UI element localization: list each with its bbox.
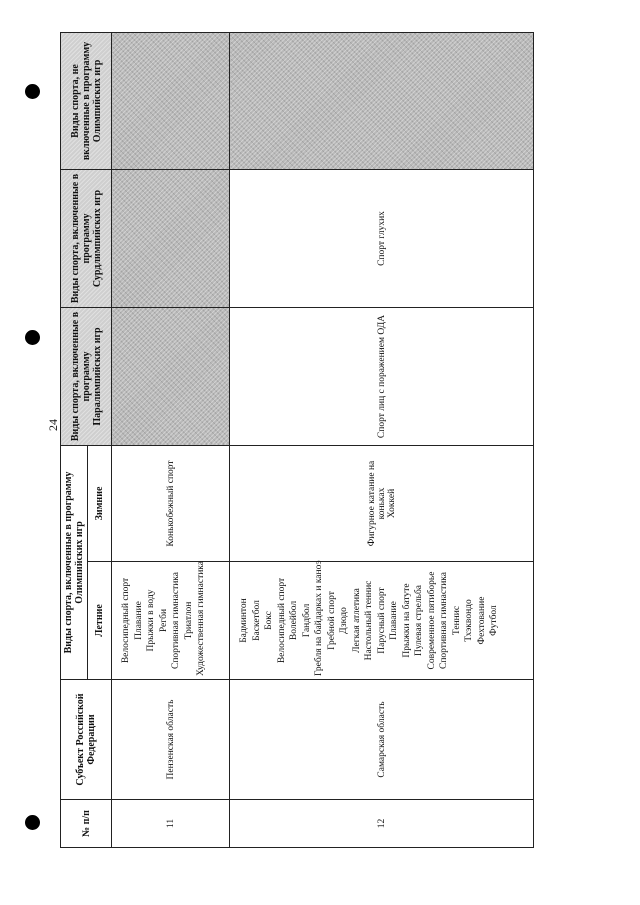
list-item: Фигурное катание на коньках xyxy=(366,460,387,547)
row-num: 11 xyxy=(112,800,230,848)
summer-sports-list xyxy=(230,562,534,680)
sports-table xyxy=(60,32,534,848)
header-summer: Летние xyxy=(88,562,112,680)
list-item: Пулевая стрельба xyxy=(414,584,424,657)
header-deaflympic: Виды спорта, включенные в программу Сурдлимпийских игр xyxy=(61,170,112,308)
row-subject: Самарская область xyxy=(230,680,534,800)
header-num: № п/п xyxy=(61,800,112,848)
list-item: Волейбол xyxy=(289,600,299,641)
list-item: Спорт лиц с поражением ОДА xyxy=(376,314,387,439)
list-item: Бокс xyxy=(264,611,274,630)
paralympic-cell xyxy=(112,308,230,446)
list-item: Спортивная гимнастика xyxy=(171,572,181,669)
list-item: Художественная гимнастика xyxy=(196,561,206,676)
row-num: 12 xyxy=(230,800,534,848)
winter-sports-list xyxy=(230,446,534,562)
header-olympic: Виды спорта, включенные в программу Олимпийских игр xyxy=(61,446,88,680)
list-item: Гребля на байдарках и каноэ xyxy=(314,560,324,676)
winter-sports-list xyxy=(112,446,230,562)
list-item: Хоккей xyxy=(386,488,397,519)
non-olympic-cell xyxy=(112,33,230,170)
list-item: Баскетбол xyxy=(251,600,262,641)
deaflympic-cell xyxy=(230,170,534,308)
list-item: Велосипедный спорт xyxy=(121,577,131,664)
sports-table-wrap xyxy=(60,33,532,848)
list-item: Дзюдо xyxy=(339,607,349,634)
non-olympic-cell xyxy=(230,33,534,170)
punch-hole xyxy=(25,815,40,830)
table-row xyxy=(230,33,534,848)
list-item: Фехтование xyxy=(476,596,487,645)
list-item: Спорт глухих xyxy=(376,211,387,266)
paralympic-cell xyxy=(230,308,534,446)
list-item: Велосипедный спорт xyxy=(276,577,287,664)
list-item: Спортивная гимнастика xyxy=(439,572,449,669)
list-item: Бадминтон xyxy=(239,598,249,643)
list-item: Регби xyxy=(158,608,169,633)
punch-hole xyxy=(25,84,40,99)
list-item: Триатлон xyxy=(183,601,194,640)
row-subject: Пензенская область xyxy=(112,680,230,800)
summer-sports-list xyxy=(112,562,230,680)
list-item: Настольный теннис xyxy=(364,580,374,661)
list-item: Тхэквондо xyxy=(464,599,474,642)
list-item: Футбол xyxy=(489,605,499,636)
list-item: Плавание xyxy=(133,601,144,640)
list-item: Теннис xyxy=(451,605,462,636)
header-non-olympic: Виды спорта, не включенные в программу Олимпийских игр xyxy=(61,33,112,170)
list-item: Прыжки в воду xyxy=(146,589,156,652)
list-item: Современное пятиборье xyxy=(426,571,437,670)
punch-hole xyxy=(25,330,40,345)
header-winter: Зимние xyxy=(88,446,112,562)
list-item: Конькобежный спорт xyxy=(165,460,176,547)
list-item: Гребной спорт xyxy=(326,591,337,650)
deaflympic-cell xyxy=(112,170,230,308)
list-item: Плавание xyxy=(389,601,399,640)
list-item: Прыжки на батуте xyxy=(401,583,412,658)
header-paralympic: Виды спорта, включенные в программу Паралимпийских игр xyxy=(61,308,112,446)
list-item: Легкая атлетика xyxy=(351,588,362,653)
list-item: Парусный спорт xyxy=(376,587,387,654)
page-number: 24 xyxy=(46,419,60,431)
header-subject: Субъект Российской Федерации xyxy=(61,680,112,800)
table-row xyxy=(112,33,230,848)
list-item: Гандбол xyxy=(301,603,312,638)
